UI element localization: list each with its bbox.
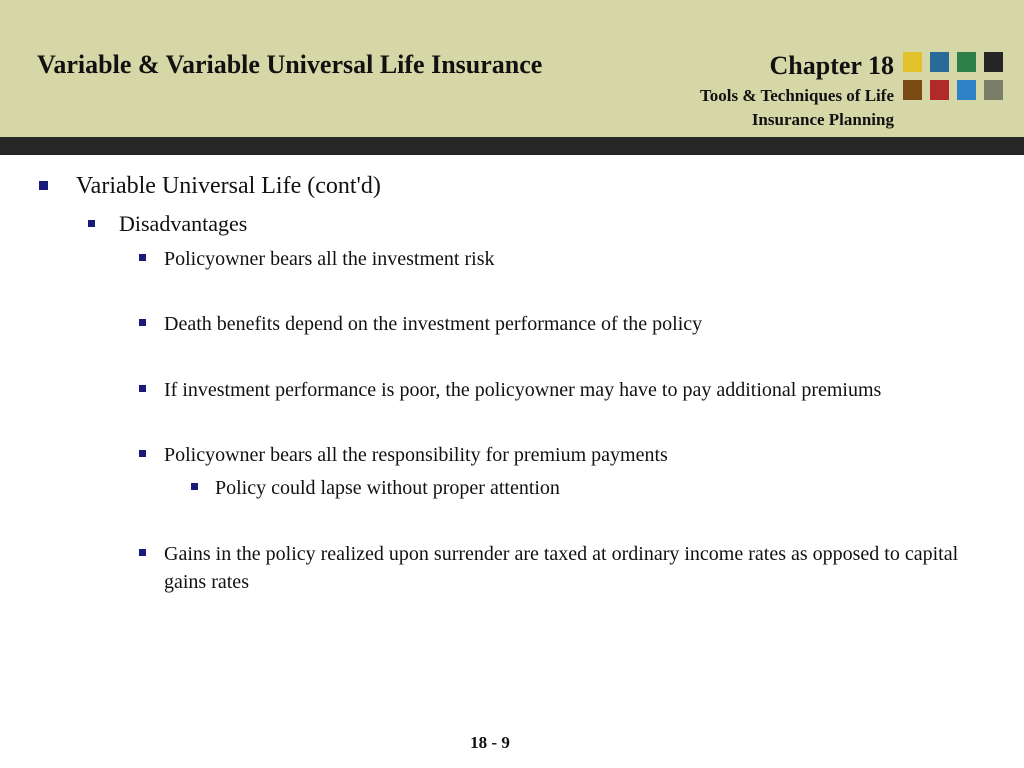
bullet-icon [139,450,146,457]
chapter-label: Chapter 18 [769,51,894,80]
header-divider-bar [0,137,1024,155]
bullet-icon [88,220,95,227]
slide-title: Variable & Variable Universal Life Insurance [37,50,543,79]
color-square [984,52,1003,72]
bullet-icon [139,319,146,326]
color-square [930,80,949,100]
chapter-subtitle [700,84,894,132]
bullet-text: Gains in the policy realized upon surrender are taxed at ordinary income rates as opposed to capital gains rates [164,543,959,593]
bullet-icon [139,385,146,392]
bullet-icon [191,483,198,490]
subtitle-line-2: Insurance Planning [751,110,894,129]
bullet-text: If investment performance is poor, the policyowner may have to pay additional premiums [164,379,882,401]
bullet-level1 [76,172,381,200]
bullet-icon [39,181,48,190]
bullet-level3 [164,540,994,596]
bullet-text: Policy could lapse without proper attention [215,477,560,499]
color-square [903,52,922,72]
color-square [903,80,922,100]
bullet-level3 [164,441,668,469]
bullet-text: Disadvantages [119,211,248,236]
bullet-icon [139,254,146,261]
color-square [957,52,976,72]
subtitle-line-1: Tools & Techniques of Life [700,86,894,105]
bullet-text: Death benefits depend on the investment performance of the policy [164,313,703,335]
bullet-level4 [215,474,560,502]
color-square [984,80,1003,100]
bullet-level3 [164,376,881,404]
bullet-text: Policyowner bears all the investment risk [164,248,495,270]
bullet-level3 [164,245,494,273]
color-square [957,80,976,100]
color-square [930,52,949,72]
bullet-icon [139,549,146,556]
bullet-text: Policyowner bears all the responsibility for premium payments [164,444,668,466]
bullet-text: Variable Universal Life (cont'd) [76,173,381,199]
page-number: 18 - 9 [470,733,510,752]
bullet-level2 [119,210,247,238]
bullet-level3 [164,310,702,338]
